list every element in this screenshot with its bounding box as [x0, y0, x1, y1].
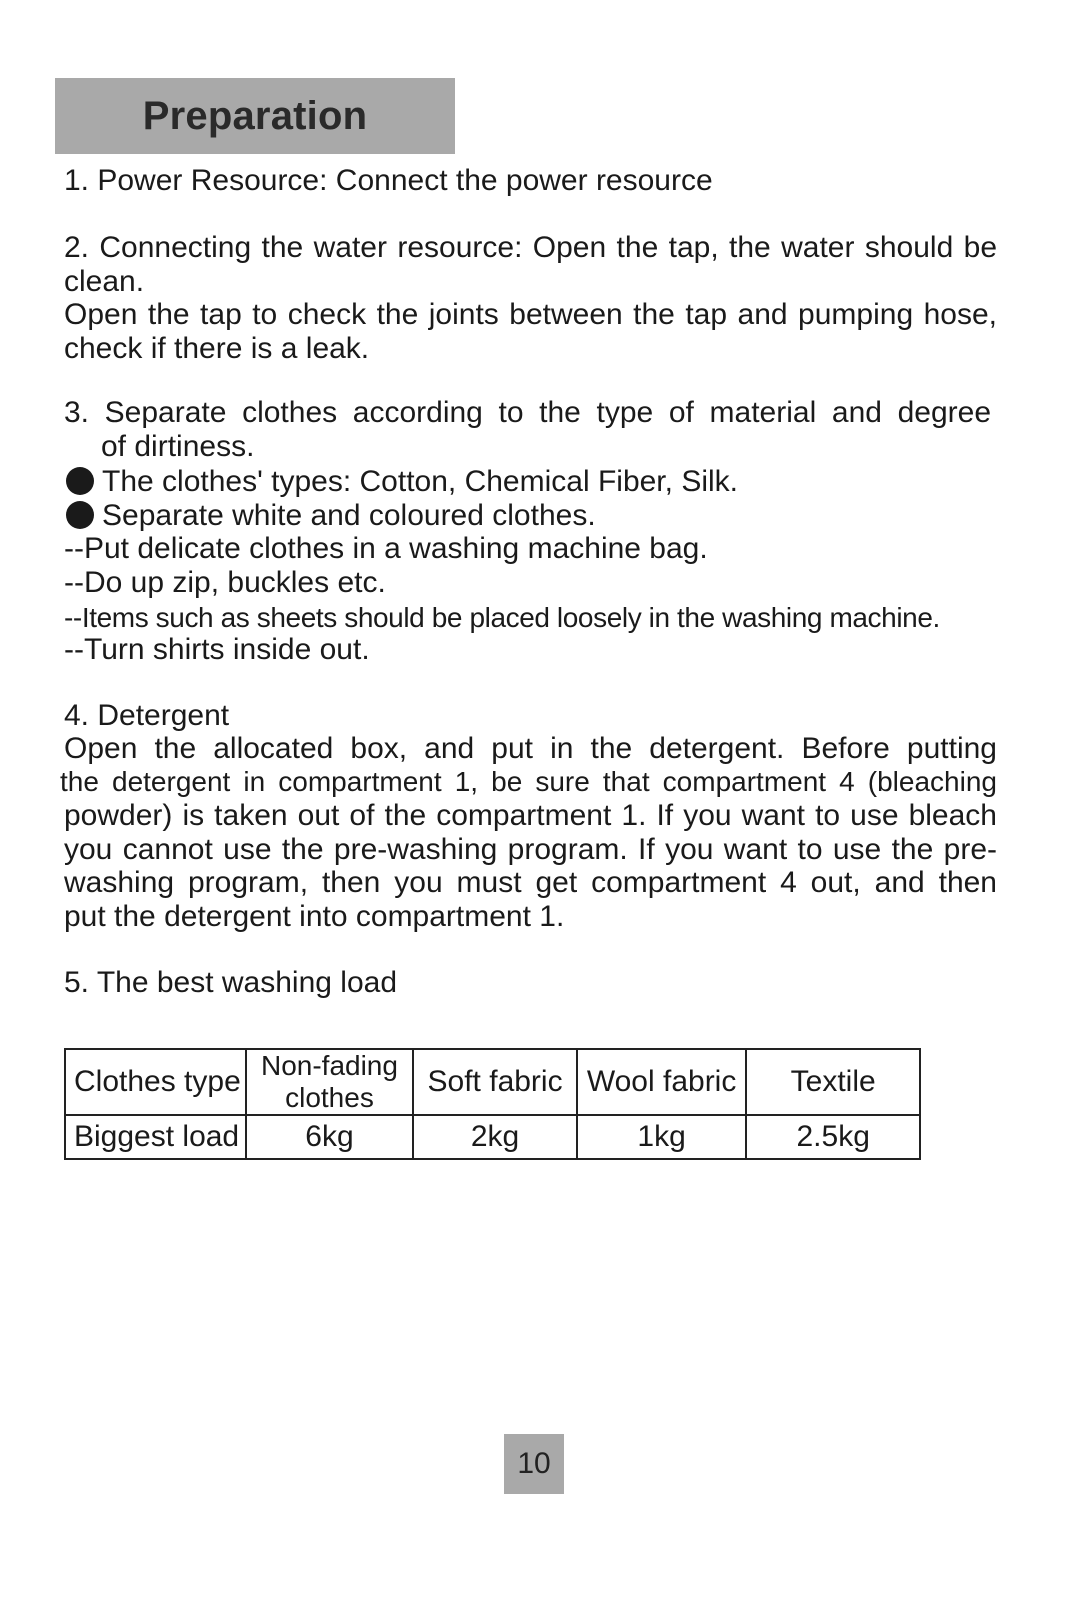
- table-cell: 1kg: [577, 1115, 747, 1159]
- bullet-clothes-types: [66, 465, 738, 499]
- detergent-line4: you cannot use the pre-washing program. If you want to use the pre-: [64, 833, 997, 866]
- table-cell: 2.5kg: [746, 1115, 920, 1159]
- section-header: [55, 78, 455, 154]
- washing-load-heading: 5. The best washing load: [64, 966, 398, 999]
- cell-text-line: Non-fading: [260, 1050, 398, 1081]
- separate-clothes-step-line2: of dirtiness.: [101, 430, 255, 463]
- detergent-line2: the detergent in compartment 1, be sure that compartment 4 (bleaching: [60, 766, 997, 797]
- tip-shirts-inside-out: --Turn shirts inside out.: [64, 633, 370, 666]
- bullet-separate-colours: [66, 499, 596, 533]
- power-resource-step: 1. Power Resource: Connect the power resource: [64, 164, 713, 197]
- table-cell: [246, 1049, 414, 1115]
- table-cell: Soft fabric: [413, 1049, 577, 1115]
- tip-sheets-loose: --Items such as sheets should be placed loosely in the washing machine.: [64, 602, 940, 633]
- separate-clothes-step-line1: 3. Separate clothes according to the type of material and degree: [64, 396, 991, 429]
- table-cell: 2kg: [413, 1115, 577, 1159]
- bullet-dot-icon: [66, 501, 94, 529]
- detergent-line5: washing program, then you must get compartment 4 out, and then: [64, 866, 997, 899]
- page-title: Preparation: [142, 93, 368, 138]
- water-resource-step-line2: clean.: [64, 265, 145, 298]
- table-cell: 6kg: [246, 1115, 414, 1159]
- water-resource-step-line1: 2. Connecting the water resource: Open the tap, the water should be: [64, 231, 997, 264]
- table-row: [65, 1115, 920, 1159]
- tip-zip-buckles: --Do up zip, buckles etc.: [64, 566, 386, 599]
- page-number-text: 10: [517, 1447, 551, 1480]
- detergent-line6: put the detergent into compartment 1.: [64, 900, 565, 933]
- table-cell: Textile: [746, 1049, 920, 1115]
- table-row-label: Biggest load: [65, 1115, 246, 1159]
- detergent-heading: 4. Detergent: [64, 699, 230, 732]
- table-cell: Wool fabric: [577, 1049, 747, 1115]
- detergent-line1: Open the allocated box, and put in the detergent. Before putting: [64, 732, 997, 765]
- tip-washing-bag: --Put delicate clothes in a washing machine bag.: [64, 532, 708, 565]
- table-row: [65, 1049, 920, 1115]
- washing-load-table: [64, 1048, 921, 1160]
- separate-colours-text: Separate white and coloured clothes.: [102, 499, 596, 532]
- clothes-types-text: The clothes' types: Cotton, Chemical Fiber, Silk.: [102, 465, 738, 498]
- bullet-dot-icon: [66, 467, 94, 495]
- page-number: [504, 1434, 564, 1494]
- table-row-label: Clothes type: [65, 1049, 246, 1115]
- cell-text-line: clothes: [285, 1082, 374, 1113]
- water-resource-step-line3: Open the tap to check the joints between the tap and pumping hose,: [64, 298, 997, 331]
- detergent-line3: powder) is taken out of the compartment 1. If you want to use bleach: [64, 799, 997, 832]
- water-resource-step-line4: check if there is a leak.: [64, 332, 370, 365]
